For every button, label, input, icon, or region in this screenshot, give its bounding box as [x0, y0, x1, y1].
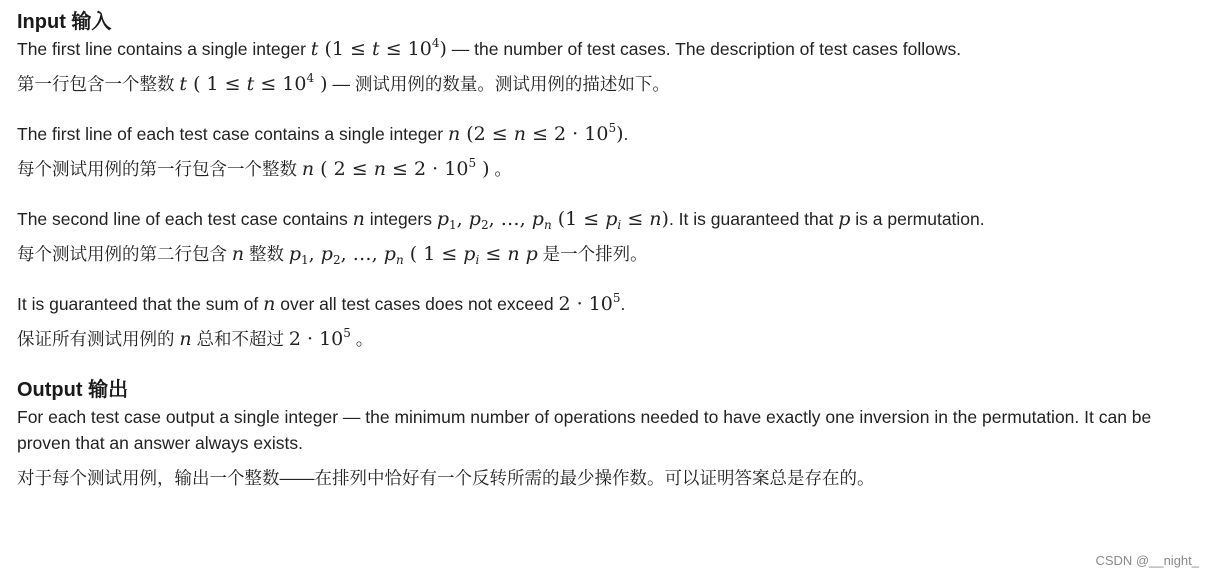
- math-permutation: $p_1$, $p_2$, …, $p_n$ $(1 \le p_i \le n)$: [436, 208, 669, 232]
- input-line1-zh: 第一行包含一个整数 t ( $1 \le t \le 10^4$ ) — 测试用例的数量。测试用例的描述如下。: [17, 71, 670, 95]
- input-line3-zh: 每个测试用例的第二行包含 n 整数 $p_1$, $p_2$, …, $p_n$ ( $1 \le p_i \le n$ p 是一个排列。: [17, 243, 648, 267]
- math-n-range-zh: n ( $2 \le n \le 2 \cdot 10^5$ ): [301, 156, 490, 180]
- input-line3-en: The second line of each test case contains n integers $p_1$, $p_2$, …, $p_n$ $(1 \le p_i \le n)$. It is guaranteed that p is a permutation.: [17, 208, 985, 232]
- output-zh: 对于每个测试用例，输出一个整数——在排列中恰好有一个反转所需的最少操作数。可以证明答案总是存在的。: [17, 468, 875, 488]
- input-heading: Input 输入: [17, 11, 112, 33]
- math-permutation-zh: $p_1$, $p_2$, …, $p_n$ ( $1 \le p_i \le n$ p: [288, 243, 538, 267]
- math-sum-limit-zh: $2 \cdot 10^5$: [288, 326, 351, 350]
- math-sum-limit: $2 \cdot 10^5$: [558, 291, 621, 315]
- math-t-range: t $(1 \le t \le 10^4)$: [310, 36, 447, 60]
- csdn-watermark: CSDN @__night_: [1095, 553, 1199, 568]
- problem-statement: [17, 8, 1207, 491]
- output-heading: Output 输出: [17, 379, 129, 401]
- math-n-range: n $(2 \le n \le 2 \cdot 10^5)$: [447, 121, 624, 145]
- input-line4-zh: 保证所有测试用例的 n 总和不超过 $2 \cdot 10^5$ 。: [17, 326, 374, 350]
- output-en: For each test case output a single integer — the minimum number of operations needed to have exactly one inversion in the permutation. It can be proven that an answer always exists.: [17, 407, 1152, 453]
- input-line4-en: It is guaranteed that the sum of n over all test cases does not exceed $2 \cdot 10^5$.: [17, 291, 626, 315]
- input-line2-zh: 每个测试用例的第一行包含一个整数 n ( $2 \le n \le 2 \cdot 10^5$ ) 。: [17, 156, 512, 180]
- math-t-range-zh: t ( $1 \le t \le 10^4$ ): [179, 71, 328, 95]
- input-line1-en: The first line contains a single integer t $(1 \le t \le 10^4)$ — the number of test cases. The description of test cases follows.: [17, 36, 962, 60]
- input-line2-en: The first line of each test case contains a single integer n $(2 \le n \le 2 \cdot 10^5)$.: [17, 121, 629, 145]
